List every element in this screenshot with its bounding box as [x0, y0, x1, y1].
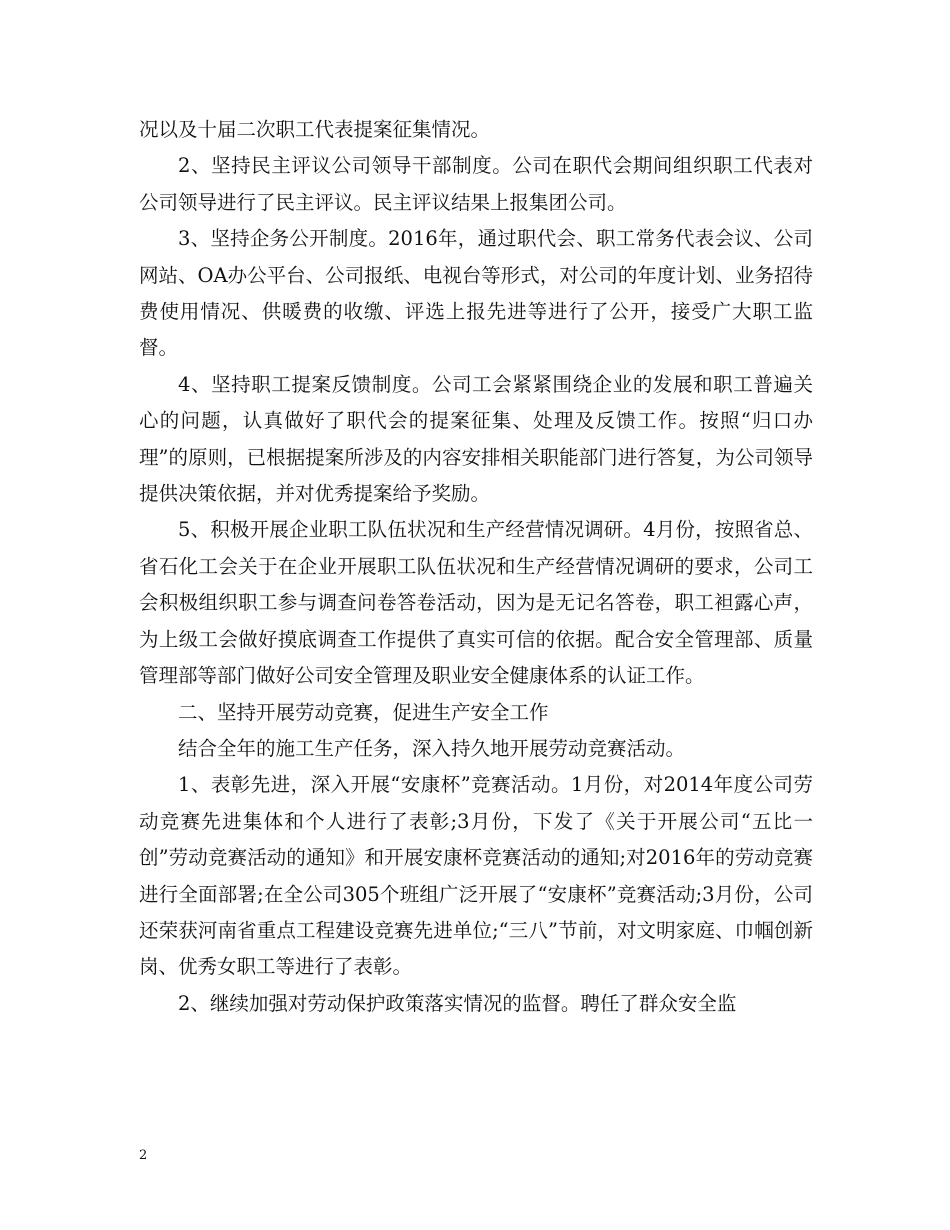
paragraph: 1、表彰先进，深入开展“安康杯”竞赛活动。1月份，对2014年度公司劳动竞赛先进集体和个人进行了表彰;3月份，下发了《关于开展公司“五比一创”劳动竞赛活动的通知》和开展安康杯竞赛活动的通知;对2016年的劳动竞赛进行全面部署;在全公司305个班组广泛开展了“安康杯”竞赛活动;3月份，公司还荣获河南省重点工程建设竞赛先进单位;“三八”节前，对文明家庭、巾帼创新岗、优秀女职工等进行了表彰。 [139, 773, 813, 979]
paragraph: 2、继续加强对劳动保护政策落实情况的监督。聘任了群众安全监 [178, 991, 737, 1015]
paragraph: 况以及十届二次职工代表提案征集情况。 [139, 118, 491, 141]
paragraph: 3、坚持企务公开制度。2016年，通过职代会、职工常务代表会议、公司网站、OA办公平台、公司报纸、电视台等形式，对公司的年度计划、业务招待费使用情况、供暖费的收缴、评选上报先进等进行了公开，接受广大职工监督。 [139, 227, 813, 360]
section-heading: 二、坚持开展劳动竞赛，促进生产安全工作 [178, 700, 549, 724]
paragraph: 结合全年的施工生产任务，深入持久地开展劳动竞赛活动。 [178, 736, 686, 760]
paragraph: 5、积极开展企业职工队伍状况和生产经营情况调研。4月份，按照省总、省石化工会关于在企业开展职工队伍状况和生产经营情况调研的要求，公司工会积极组织职工参与调查问卷答卷活动，因为是无记名答卷，职工袒露心声， 为上级工会做好摸底调查工作提供了真实可信的依据。配合安全管理部、质量管理部等部门做好公司安全管理及职业安全健康体系的认证工作。 [139, 518, 813, 688]
document-body [139, 112, 813, 1022]
paragraph: 4、坚持职工提案反馈制度。公司工会紧紧围绕企业的发展和职工普遍关心的问题，认真做好了职代会的提案征集、处理及反馈工作。按照“归口办理”的原则，已根据提案所涉及的内容安排相关职能部门进行答复，为公司领导提供决策依据，并对优秀提案给予奖励。 [139, 372, 813, 506]
paragraph: 2、坚持民主评议公司领导干部制度。公司在职代会期间组织职工代表对公司领导进行了民主评议。民主评议结果上报集团公司。 [139, 154, 813, 214]
page-number: 2 [139, 1148, 148, 1163]
